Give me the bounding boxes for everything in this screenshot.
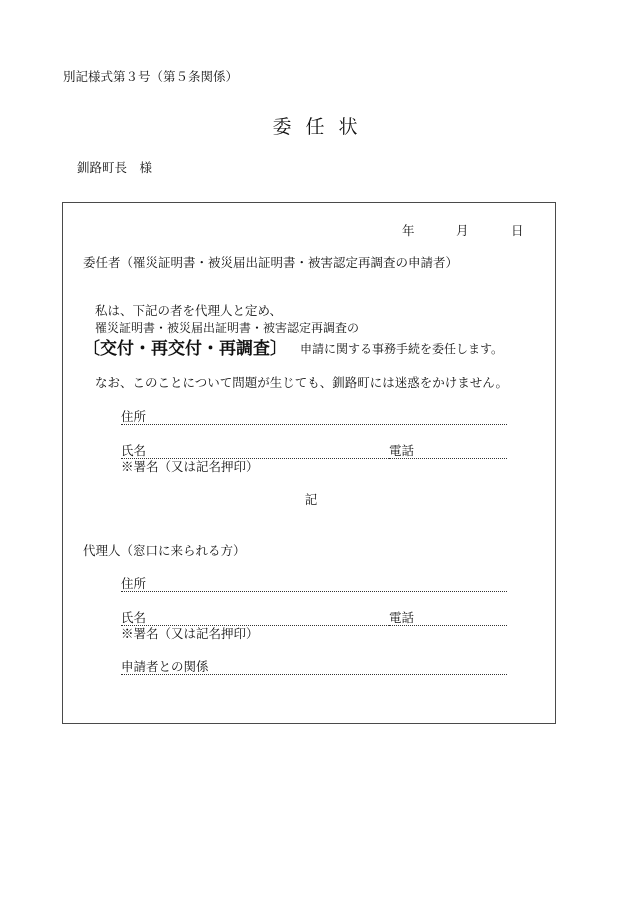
delegator-address-field[interactable] — [121, 409, 507, 425]
delegation-statement-3: 申請に関する事務手続を委任します。 — [300, 342, 504, 356]
delegation-statement-1: 私は、下記の者を代理人と定め、 — [95, 303, 283, 318]
request-type-emphasis: 〔交付・再交付・再調査〕 — [83, 339, 287, 359]
addressee: 釧路町長 様 — [77, 160, 153, 175]
delegator-name-field[interactable] — [121, 443, 389, 459]
agent-heading: 代理人（窓口に来られる方） — [83, 543, 246, 558]
delegator-heading: 委任者（罹災証明書・被災届出証明書・被害認定再調査の申請者） — [83, 255, 459, 270]
agent-relation-field[interactable] — [121, 659, 507, 675]
date-day-label: 日 — [511, 223, 524, 238]
page-title: 委任状 — [272, 116, 372, 138]
delegator-address-label: 住所 — [121, 409, 147, 424]
delegator-name-label: 氏名 — [121, 443, 147, 458]
agent-address-field[interactable] — [121, 576, 507, 592]
agent-phone-field[interactable] — [389, 610, 507, 626]
agent-signature-note: ※署名（又は記名押印） — [121, 626, 259, 641]
date-year-label: 年 — [402, 223, 415, 238]
delegation-statement-2: 罹災証明書・被災届出証明書・被害認定再調査の — [95, 321, 360, 335]
agent-phone-label: 電話 — [389, 610, 415, 625]
agent-name-field[interactable] — [121, 610, 389, 626]
form-reference: 別記様式第３号（第５条関係） — [63, 69, 239, 84]
delegation-disclaimer: なお、このことについて問題が生じても、釧路町には迷惑をかけません。 — [95, 375, 509, 390]
ki-marker: 記 — [304, 492, 318, 507]
agent-address-label: 住所 — [121, 576, 147, 591]
agent-relation-label: 申請者との関係 — [121, 659, 209, 674]
agent-name-label: 氏名 — [121, 610, 147, 625]
delegator-phone-label: 電話 — [389, 443, 415, 458]
delegator-phone-field[interactable] — [389, 443, 507, 459]
date-month-label: 月 — [456, 223, 469, 238]
delegator-signature-note: ※署名（又は記名押印） — [121, 459, 259, 474]
